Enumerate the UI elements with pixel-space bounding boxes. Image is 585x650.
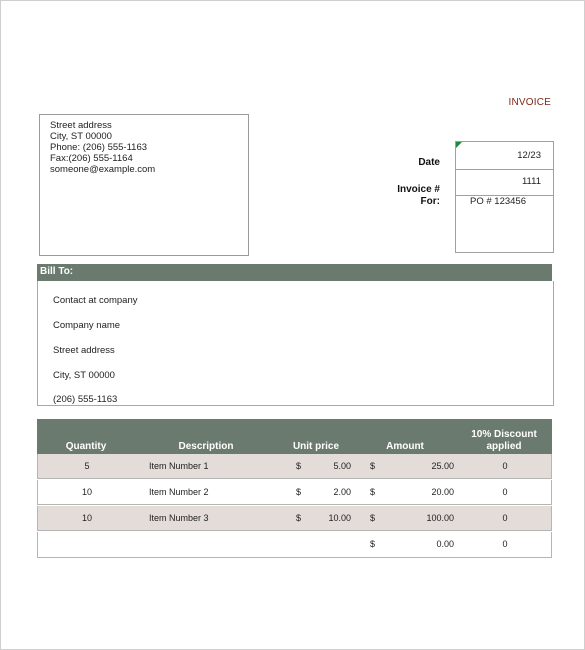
col-discount-header-line1: 10% Discount — [471, 429, 537, 440]
bill-to-company: Company name — [53, 320, 121, 331]
invoice-number-label: Invoice # — [397, 184, 440, 195]
table-row[interactable] — [37, 480, 552, 505]
bill-to-title: Bill To: — [40, 266, 74, 277]
row-unit-price: 5.00 — [333, 461, 351, 471]
row-quantity: 10 — [81, 487, 92, 497]
row-unit-price: 2.00 — [333, 487, 351, 497]
col-unit-price-header: Unit price — [292, 441, 340, 452]
invoice-title: INVOICE — [508, 97, 551, 108]
bill-to-header — [37, 264, 552, 281]
address-email: someone@example.com — [50, 164, 156, 175]
currency-symbol: $ — [370, 513, 376, 523]
row-description: Item Number 1 — [149, 461, 209, 471]
currency-symbol: $ — [296, 487, 302, 497]
address-phone: Phone: (206) 555-1163 — [50, 142, 148, 153]
meta-divider — [456, 169, 553, 170]
row-description: Item Number 2 — [149, 487, 209, 497]
table-row[interactable] — [37, 506, 552, 531]
for-label: For: — [420, 196, 440, 207]
bill-to-street: Street address — [53, 345, 115, 356]
address-city: City, ST 00000 — [50, 131, 112, 142]
date-value[interactable]: 12/23 — [517, 150, 541, 161]
from-address-box[interactable] — [39, 114, 249, 256]
invoice-meta-box — [455, 141, 554, 253]
row-discount: 0 — [502, 513, 508, 523]
col-discount-header-line2: applied — [486, 441, 522, 452]
bill-to-city: City, ST 00000 — [53, 370, 115, 381]
total-amount: 0.00 — [436, 539, 454, 549]
date-label: Date — [418, 157, 440, 168]
col-amount-header: Amount — [386, 441, 424, 452]
bill-to-contact: Contact at company — [53, 295, 138, 306]
row-quantity: 10 — [81, 513, 92, 523]
currency-symbol: $ — [370, 461, 376, 471]
row-unit-price: 10.00 — [328, 513, 351, 523]
row-amount: 100.00 — [426, 513, 454, 523]
table-total-row[interactable] — [37, 532, 552, 558]
row-discount: 0 — [502, 461, 508, 471]
invoice-number-value[interactable]: 1111 — [521, 176, 541, 187]
table-row[interactable] — [37, 454, 552, 479]
total-discount: 0 — [502, 539, 508, 549]
table-header — [37, 419, 552, 454]
row-discount: 0 — [502, 487, 508, 497]
for-value[interactable]: PO # 123456 — [470, 196, 526, 207]
address-street: Street address — [50, 120, 112, 131]
row-description: Item Number 3 — [149, 513, 209, 523]
row-amount: 20.00 — [431, 487, 454, 497]
currency-symbol: $ — [370, 539, 376, 549]
bill-to-phone: (206) 555-1163 — [53, 394, 118, 405]
cell-comment-indicator-icon — [456, 142, 462, 148]
col-quantity-header: Quantity — [65, 441, 107, 452]
row-quantity: 5 — [84, 461, 90, 471]
bill-to-box[interactable] — [37, 281, 554, 406]
row-amount: 25.00 — [431, 461, 454, 471]
currency-symbol: $ — [296, 513, 302, 523]
address-fax: Fax:(206) 555-1164 — [50, 153, 133, 164]
col-description-header: Description — [178, 441, 234, 452]
currency-symbol: $ — [296, 461, 302, 471]
currency-symbol: $ — [370, 487, 376, 497]
